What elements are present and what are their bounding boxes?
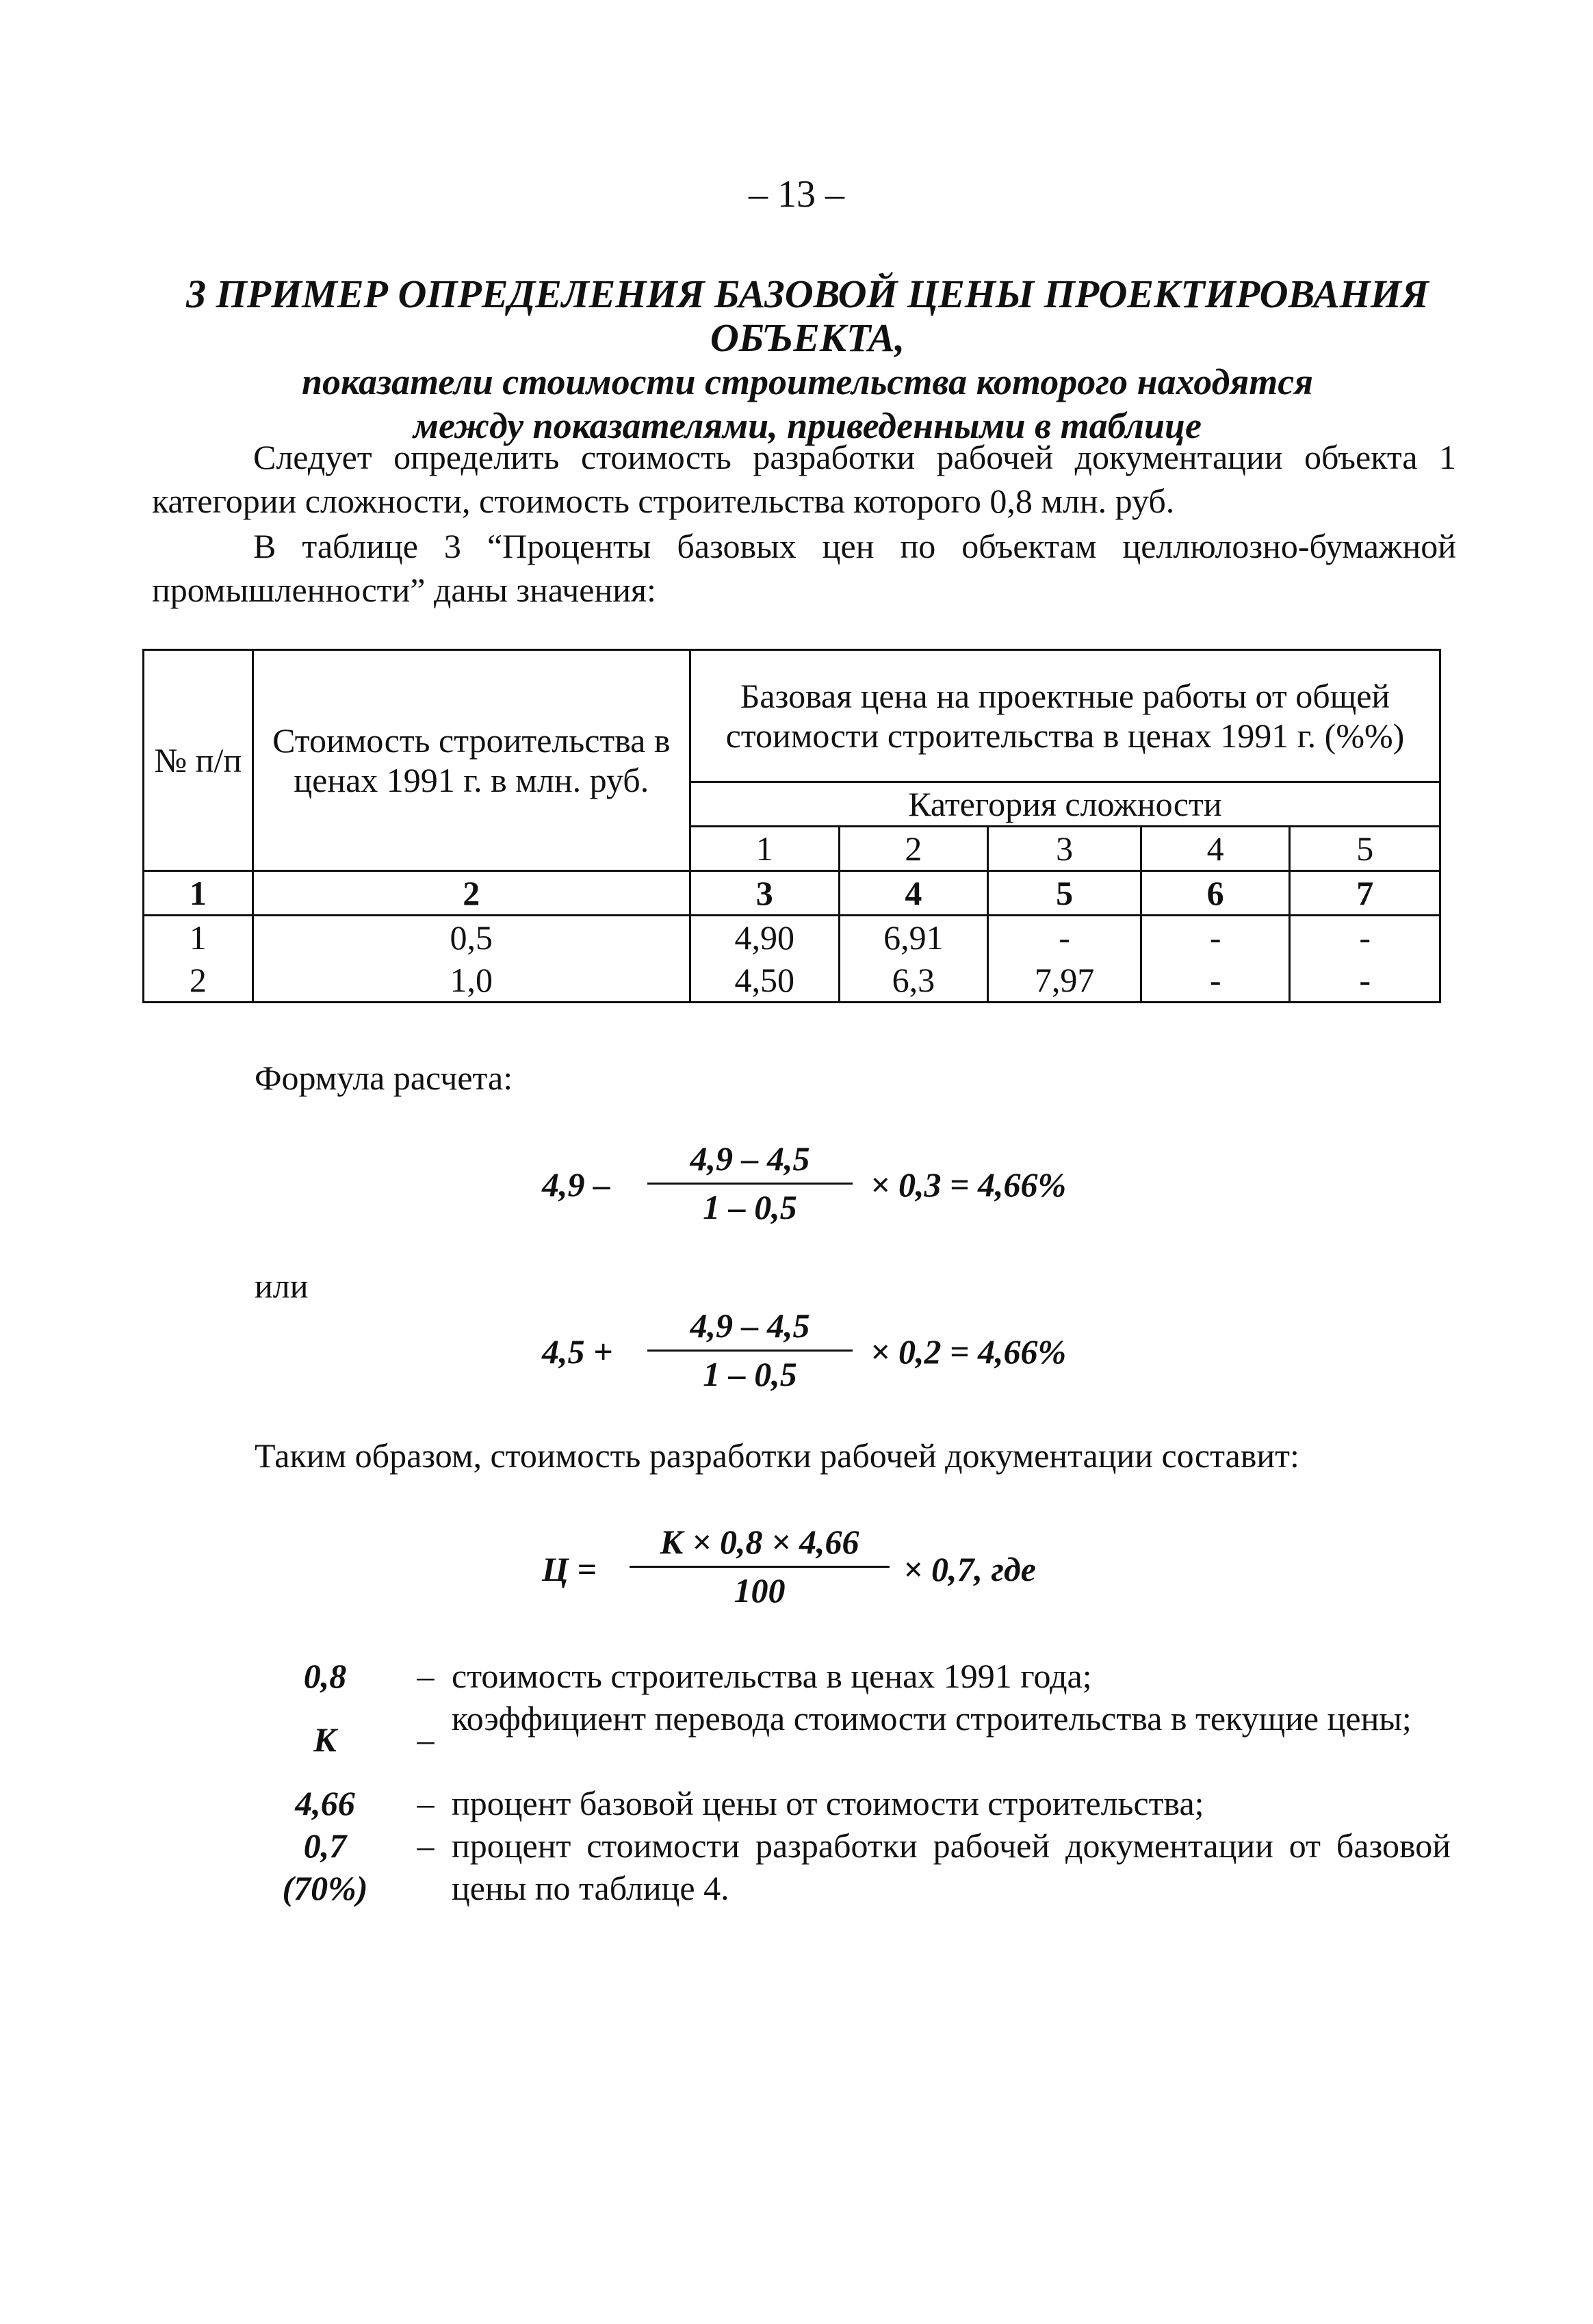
column-number: 4 <box>839 871 988 916</box>
formula-2-numerator: 4,9 – 4,5 <box>690 1306 810 1345</box>
row-value: 4,90 <box>690 916 839 959</box>
row-number: 2 <box>144 959 253 1003</box>
definition-symbol: 0,8 <box>303 1657 347 1695</box>
formula-1-left: 4,9 – <box>542 1165 610 1204</box>
section-heading <box>137 272 1478 448</box>
definition-text: процент базовой цены от стоимости строительства; <box>452 1784 1204 1822</box>
definition-symbol: 0,7 (70%) <box>282 1826 368 1907</box>
definition-row <box>260 1782 1451 1824</box>
paragraph-2-text: В таблице 3 “Проценты базовых цен по объектам целлюлозно-бумажной промышленности” даны значения: <box>152 527 1456 609</box>
row-value: 6,3 <box>839 959 988 1003</box>
category-1: 1 <box>690 827 839 871</box>
definition-row <box>260 1655 1451 1697</box>
formula-1-numerator: 4,9 – 4,5 <box>690 1139 810 1178</box>
paragraph-2 <box>152 524 1456 612</box>
definition-dash: – <box>417 1720 435 1759</box>
column-number: 6 <box>1141 871 1290 916</box>
definition-symbol: К <box>313 1720 337 1759</box>
category-4: 4 <box>1141 827 1290 871</box>
header-category: Категория сложности <box>690 782 1440 827</box>
row-value: 7,97 <box>988 959 1141 1003</box>
definition-text: стоимость строительства в ценах 1991 года; <box>452 1657 1092 1695</box>
definition-row <box>260 1697 1451 1782</box>
column-number: 1 <box>144 871 253 916</box>
formula-2-left: 4,5 + <box>542 1332 613 1371</box>
row-value: 4,50 <box>690 959 839 1003</box>
header-cost: Стоимость строительства в ценах 1991 г. в млн. руб. <box>252 650 690 871</box>
conclusion-text: Таким образом, стоимость разработки рабочей документации составит: <box>255 1436 1299 1475</box>
column-number: 7 <box>1290 871 1440 916</box>
formula-3-left: Ц = <box>542 1550 597 1588</box>
definition-dash: – <box>417 1784 435 1822</box>
column-number: 2 <box>252 871 690 916</box>
formula-3-denominator: 100 <box>734 1571 786 1610</box>
formula-1-right: × 0,3 = 4,66% <box>870 1165 1067 1204</box>
column-number: 3 <box>690 871 839 916</box>
base-price-table <box>142 649 1441 1003</box>
row-cost: 1,0 <box>252 959 690 1003</box>
paragraph-1-text: Следует определить стоимость разработки рабочей документации объекта 1 категории сложности, стоимость строительства которого 0,8 млн. руб. <box>152 438 1456 520</box>
row-number: 1 <box>144 916 253 959</box>
definition-text: процент стоимости разработки рабочей документации от базовой цены по таблице 4. <box>452 1826 1451 1907</box>
formula-1-fraction <box>647 1139 853 1227</box>
heading-line-2: показатели стоимости строительства которого находятся <box>302 361 1313 402</box>
definition-dash: – <box>417 1826 435 1865</box>
or-label: или <box>255 1267 309 1305</box>
formula-label: Формула расчета: <box>255 1059 513 1097</box>
category-5: 5 <box>1290 827 1440 871</box>
definition-row <box>260 1824 1451 1909</box>
table-row <box>144 959 1440 1003</box>
row-value: - <box>1290 916 1440 959</box>
paragraph-1 <box>152 435 1456 523</box>
category-2: 2 <box>839 827 988 871</box>
header-base-price: Базовая цена на проектные работы от общей стоимости строительства в ценах 1991 г. (%%) <box>690 650 1440 782</box>
definition-text: коэффициент перевода стоимости строительства в текущие цены; <box>452 1699 1412 1738</box>
formula-2-denominator: 1 – 0,5 <box>703 1355 797 1393</box>
row-value: - <box>1290 959 1440 1003</box>
heading-line-1: 3 ПРИМЕР ОПРЕДЕЛЕНИЯ БАЗОВОЙ ЦЕНЫ ПРОЕКТИРОВАНИЯ ОБЪЕКТА, <box>186 272 1429 360</box>
formula-2-fraction <box>647 1306 853 1394</box>
numbering-row <box>144 871 1440 916</box>
row-value: - <box>988 916 1141 959</box>
heading-line-3: между показателями, приведенными в таблице <box>413 405 1202 446</box>
formula-3-numerator: К × 0,8 × 4,66 <box>660 1523 859 1561</box>
row-cost: 0,5 <box>252 916 690 959</box>
formula-3-fraction <box>630 1522 890 1610</box>
table-row <box>144 916 1440 959</box>
formula-1-denominator: 1 – 0,5 <box>703 1188 797 1226</box>
header-number: № п/п <box>144 650 253 871</box>
definition-symbol: 4,66 <box>295 1784 355 1822</box>
formula-2-right: × 0,2 = 4,66% <box>870 1332 1067 1371</box>
column-number: 5 <box>988 871 1141 916</box>
definition-dash: – <box>417 1657 435 1695</box>
row-value: - <box>1141 916 1290 959</box>
row-value: 6,91 <box>839 916 988 959</box>
category-3: 3 <box>988 827 1141 871</box>
row-value: - <box>1141 959 1290 1003</box>
formula-3-right: × 0,7, где <box>903 1550 1036 1588</box>
page-number: – 13 – <box>749 173 844 216</box>
